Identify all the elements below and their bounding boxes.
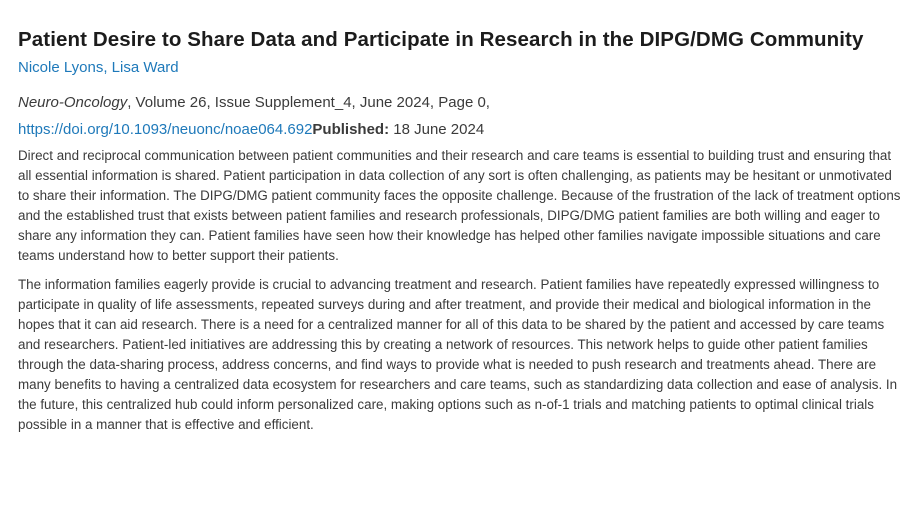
author-list — [18, 58, 902, 77]
published-date: 18 June 2024 — [389, 121, 485, 138]
doi-link[interactable]: https://doi.org/10.1093/neuonc/noae064.692 — [18, 121, 313, 138]
citation-block — [18, 89, 902, 143]
abstract-section — [18, 146, 902, 435]
published-label: Published: — [312, 121, 390, 138]
doi-published-line — [18, 116, 902, 143]
author-link-lisa-ward[interactable]: Lisa Ward — [111, 59, 179, 76]
author-separator: , — [103, 59, 112, 76]
abstract-paragraph-1: Direct and reciprocal communication between patient communities and their research and care teams is essential to building trust and ensuring that all essential information is shared. Patient participation in data collection of any sort is often challenging, as patients may be hesitant or unmotivated to share their information. The DIPG/DMG patient community faces the opposite challenge. Because of the frustration of the lack of treatment options and the established trust that exists between patient families and research professionals, DIPG/DMG patient families are both willing and eager to share any information they can. Patient families have seen how their knowledge has helped other families navigate impossible situations and care teams understand how to better support their patients. — [18, 148, 901, 263]
journal-name: Neuro-Oncology — [18, 94, 128, 111]
citation-details: , Volume 26, Issue Supplement_4, June 2024, Page 0, — [127, 94, 490, 111]
citation-line — [18, 89, 902, 116]
abstract-paragraph-2: The information families eagerly provide is crucial to advancing treatment and research. Patient families have repeatedly expressed willingness to participate in quality of life assessments, repeated surveys during and after treatment, and provide their medical and biological information in the hopes that it can aid research. There is a need for a centralized manner for all of this data to be shared by the patient and accessed by care teams and researchers. Patient-led initiatives are addressing this by creating a network of resources. This network helps to guide other patient families through the data-sharing process, address concerns, and find ways to provide what is needed to push research and treatments ahead. There are many benefits to having a centralized data ecosystem for researchers and care teams, such as standardizing data collection and ease of analysis. In the future, this centralized hub could inform personalized care, making options such as n-of-1 trials and matching patients to optimal clinical trials possible in a manner that is effective and efficient. — [18, 277, 898, 432]
article-title: Patient Desire to Share Data and Participate in Research in the DIPG/DMG Community — [18, 28, 864, 51]
author-link-nicole-lyons[interactable]: Nicole Lyons — [18, 59, 104, 76]
